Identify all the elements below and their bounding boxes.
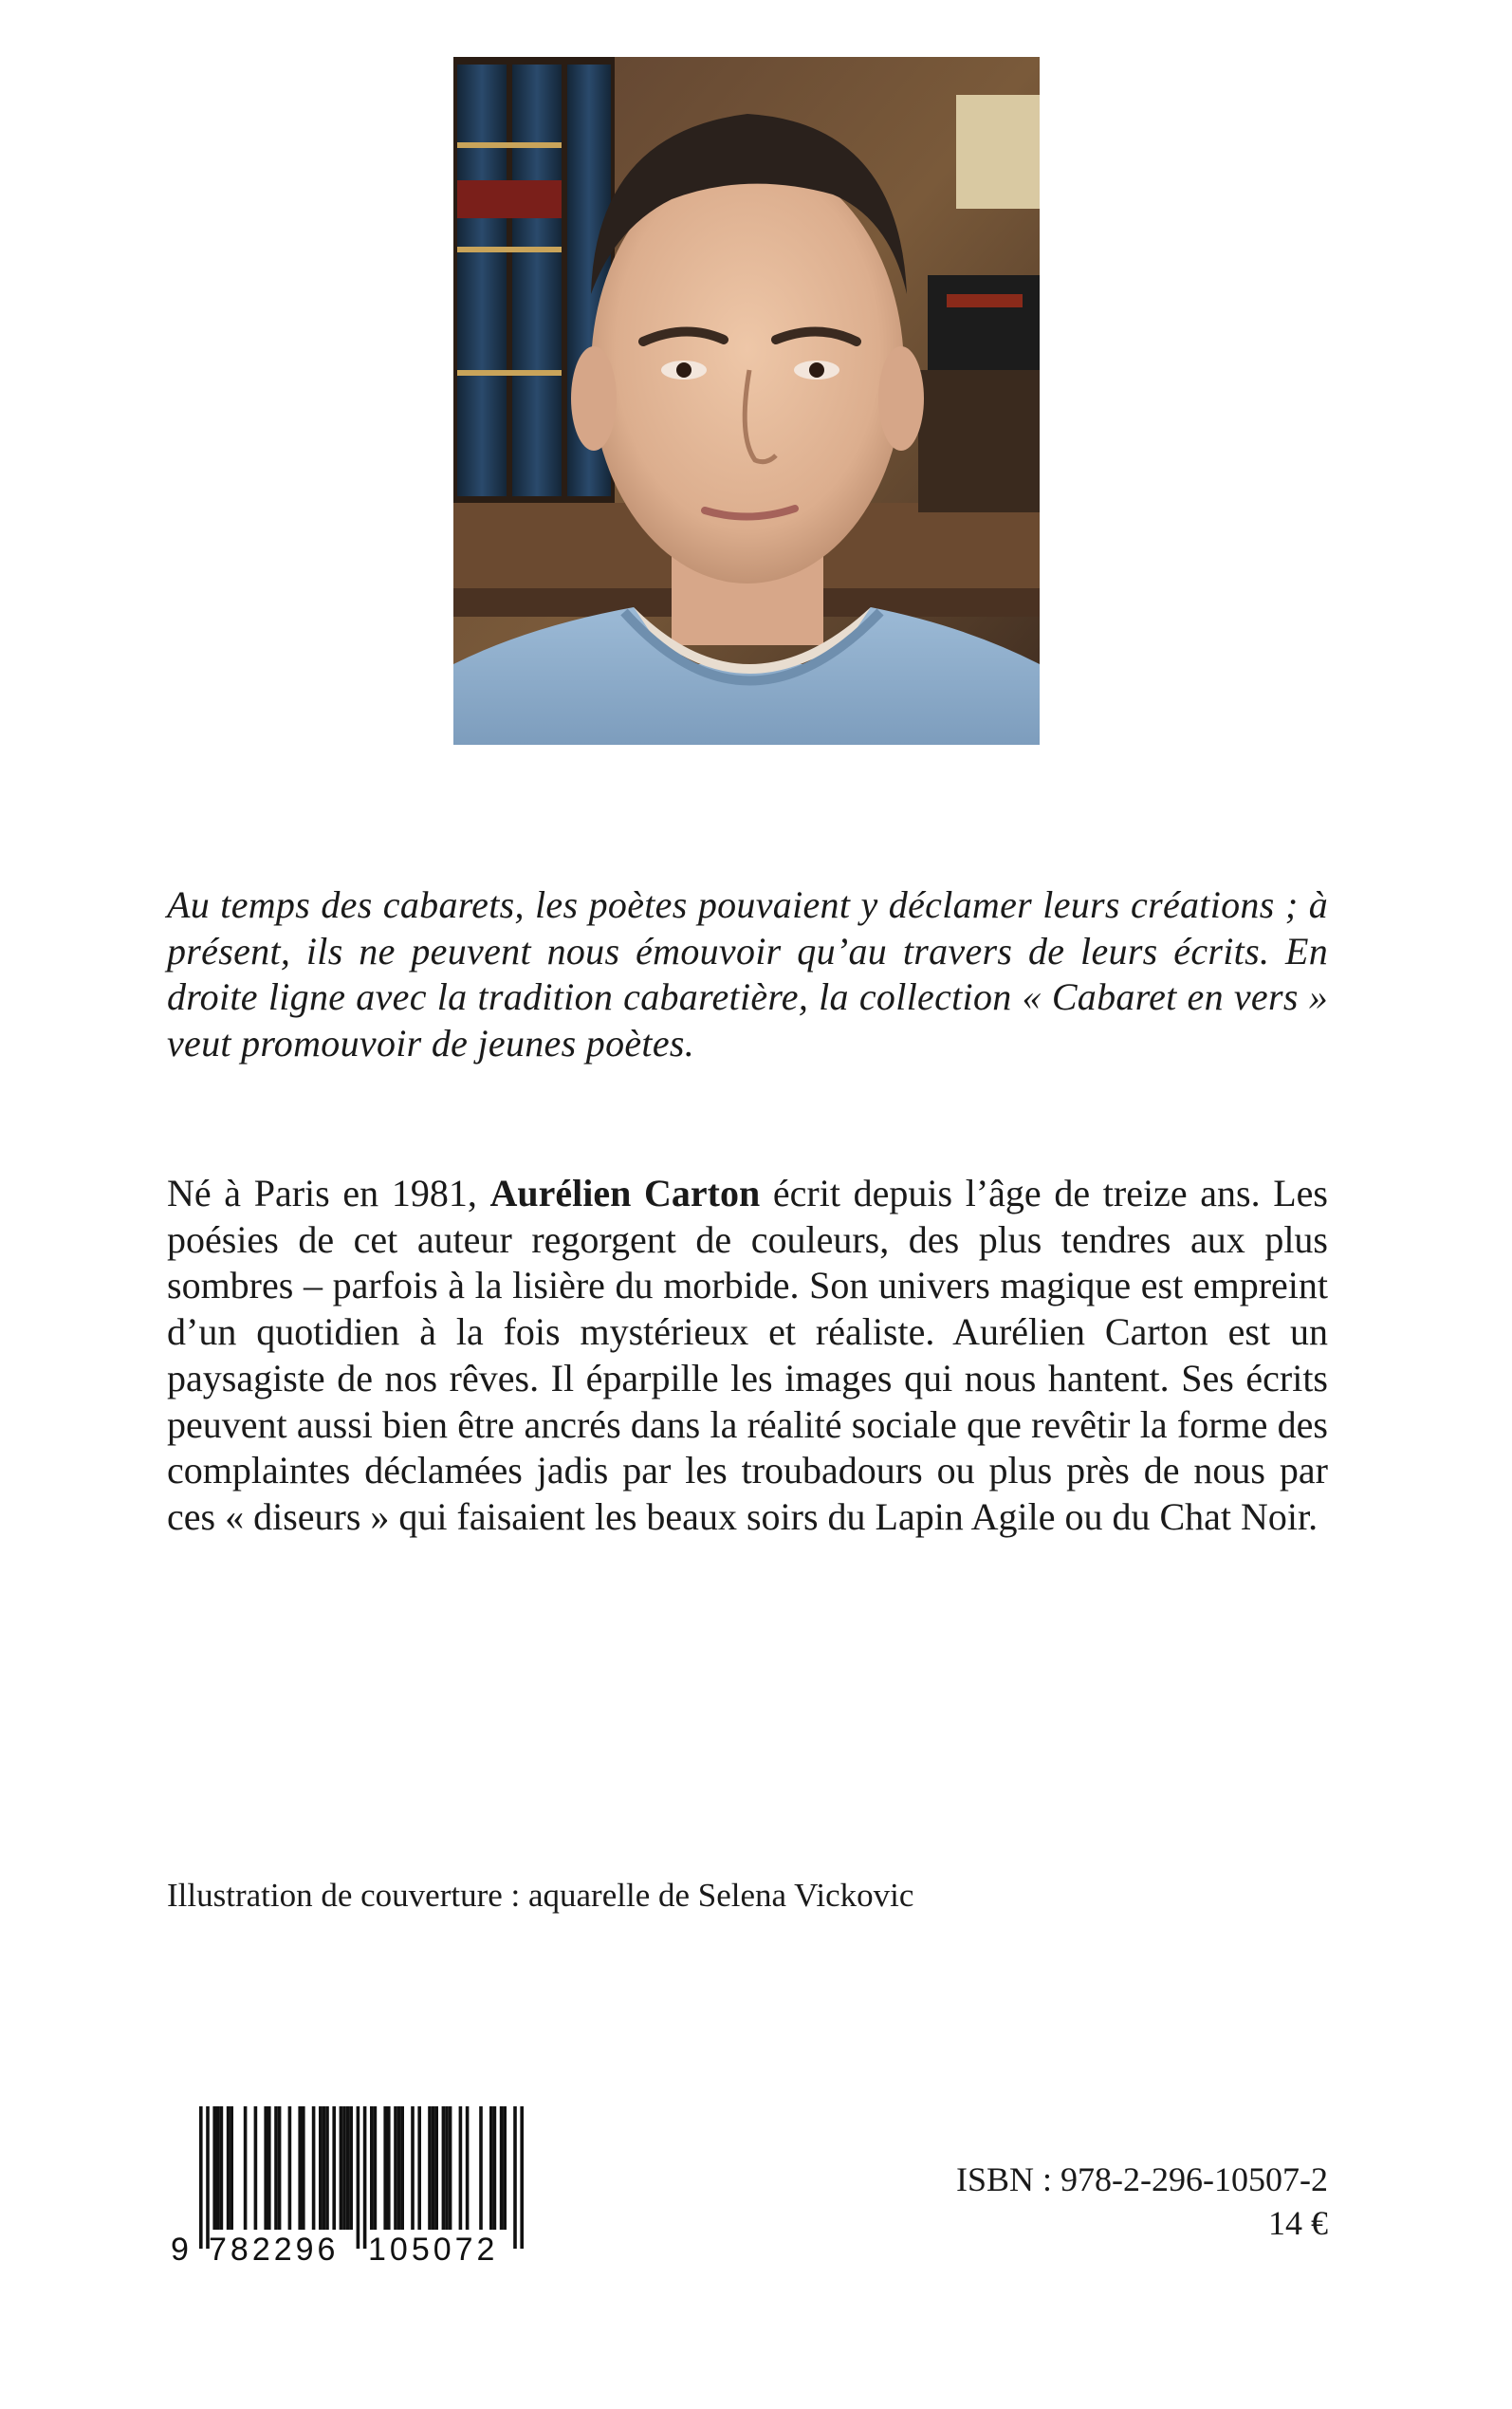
barcode-bar [383, 2106, 387, 2230]
barcode-bar [513, 2106, 517, 2249]
barcode-bar [479, 2106, 483, 2230]
barcode-bar [325, 2106, 329, 2230]
barcode-bar [288, 2106, 292, 2230]
author-bio [167, 1171, 1328, 1541]
barcode-bar [363, 2106, 367, 2249]
barcode-bar [449, 2106, 452, 2230]
isbn: ISBN : 978-2-296-10507-2 [956, 2160, 1328, 2198]
barcode-bar [227, 2106, 230, 2230]
barcode-bar [254, 2106, 258, 2230]
barcode-first-digit: 9 [171, 2232, 189, 2266]
barcode-bar [323, 2106, 326, 2230]
barcode-bar [493, 2106, 497, 2230]
barcode-bar [466, 2106, 470, 2230]
barcode-bar [459, 2106, 463, 2230]
barcode-bar [342, 2106, 346, 2230]
collection-blurb: Au temps des cabarets, les poètes pouvaient y déclamer leurs créations ; à présent, ils ne peuvent nous émouvoir qu’au travers de leurs écrits. En droite ligne avec la tradition cabaretière, la collection « Cabaret en vers » veut promouvoir de jeunes poètes. [167, 883, 1328, 1065]
author-photo [453, 57, 1040, 745]
barcode-bar [312, 2106, 316, 2230]
author-name: Aurélien Carton [489, 1172, 761, 1214]
barcode-bar [319, 2106, 323, 2230]
barcode-bar [428, 2106, 432, 2230]
author-portrait-illustration [453, 57, 1040, 745]
barcode [167, 2104, 546, 2266]
barcode-bar [216, 2106, 220, 2230]
barcode-bar [349, 2106, 353, 2230]
barcode-bar [394, 2106, 397, 2230]
author-bio-body: écrit depuis l’âge de treize ans. Les poésies de cet auteur regorgent de couleurs, des plus tendres aux plus sombres – parfois à la lisière du morbide. Son univers magique est empreint d’un quotidien à la fois mystérieux et réaliste. Aurélien Carton est un paysagiste de nos rêves. Il éparpille les images qui nous hantent. Ses écrits peuvent aussi bien être ancrés dans la réalité sociale que revêtir la forme des complaintes déclamées jadis par les troubadours ou plus près de nous par ces « diseurs » qui faisaient les beaux soirs du Lapin Agile ou du Chat Noir. [167, 1172, 1328, 1538]
price: 14 € [1268, 2204, 1328, 2242]
barcode-bar [357, 2106, 360, 2249]
barcode-bar [206, 2106, 210, 2249]
barcode-bar [370, 2106, 374, 2230]
barcode-right-digits: 105072 [368, 2232, 499, 2266]
barcode-bar [298, 2106, 302, 2230]
cover-credit: Illustration de couverture : aquarelle de Selena Vickovic [167, 1877, 914, 1914]
barcode-bar [489, 2106, 493, 2230]
barcode-bar [434, 2106, 438, 2230]
barcode-bar [503, 2106, 507, 2230]
barcode-bar [520, 2106, 524, 2249]
barcode-bar [500, 2106, 504, 2230]
barcode-left-digits: 782296 [209, 2232, 340, 2266]
barcode-bar [417, 2106, 421, 2230]
barcode-bar [278, 2106, 282, 2230]
barcode-bar [340, 2106, 343, 2230]
barcode-bar [199, 2106, 203, 2249]
barcode-bar [212, 2106, 216, 2230]
barcode-bar [220, 2106, 224, 2230]
barcode-bar [230, 2106, 233, 2230]
barcode-bar [445, 2106, 449, 2230]
barcode-graphic [167, 2104, 546, 2266]
barcode-bar [346, 2106, 350, 2230]
barcode-bar [374, 2106, 378, 2230]
barcode-bar [264, 2106, 267, 2230]
barcode-bar [332, 2106, 336, 2230]
barcode-bar [442, 2106, 446, 2230]
author-bio-lead: Né à Paris en 1981, [167, 1172, 490, 1214]
barcode-bar [400, 2106, 404, 2230]
barcode-bar [274, 2106, 278, 2230]
barcode-bars [199, 2106, 524, 2249]
barcode-bar [432, 2106, 435, 2230]
barcode-bar [302, 2106, 305, 2230]
barcode-bar [411, 2106, 415, 2230]
barcode-bar [244, 2106, 248, 2230]
barcode-bar [267, 2106, 271, 2230]
barcode-bar [387, 2106, 391, 2230]
barcode-bar [397, 2106, 401, 2230]
